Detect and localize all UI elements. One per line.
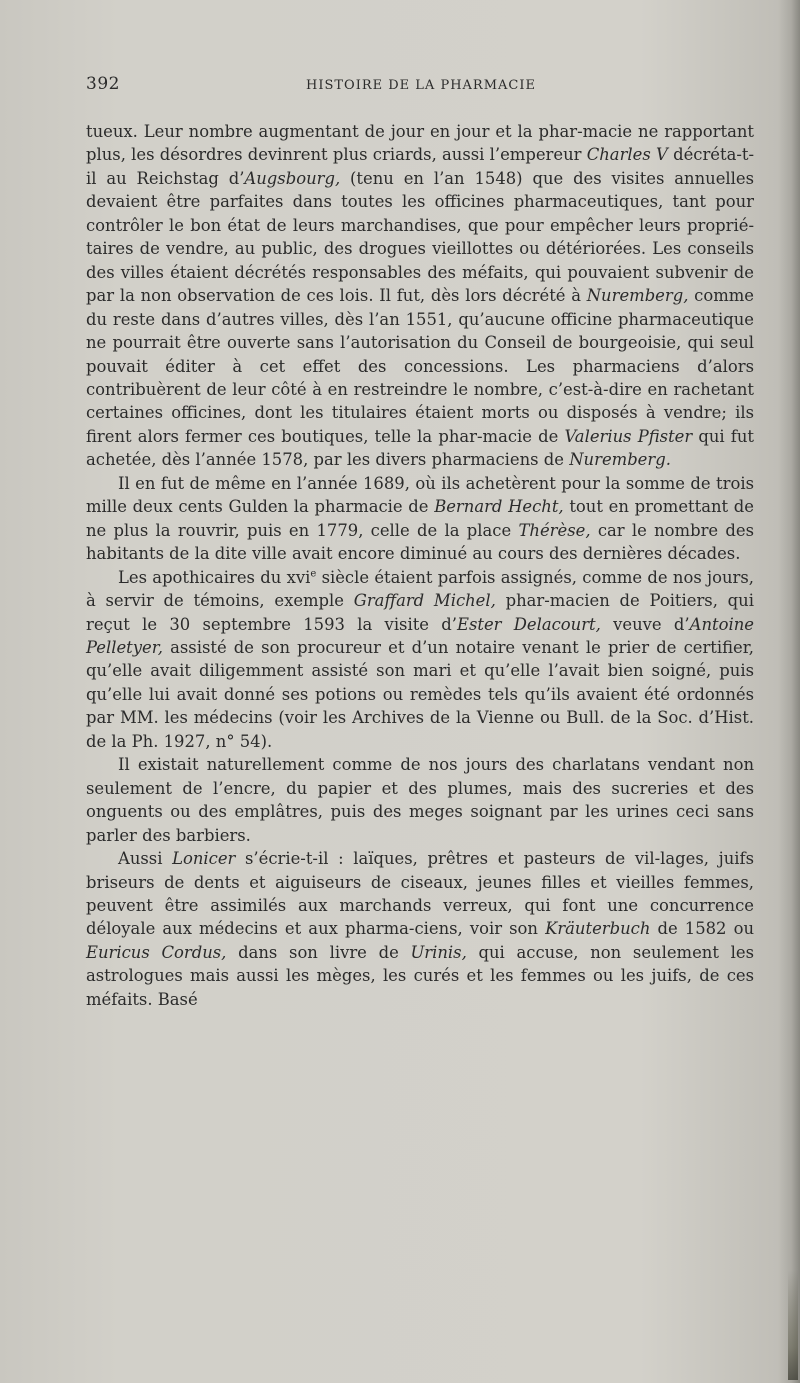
italic-name: Valerius Pfister — [564, 426, 693, 446]
text-run: Aussi — [118, 849, 173, 869]
text-run: phar-macien de Poitiers, qui reçut le 30 septembre 1593 la visite d’ — [86, 591, 754, 634]
text-run: veuve d’ — [600, 614, 690, 634]
text-run: qui fut achetée, dès l’année 1578, par les divers pharmaciens de — [86, 426, 754, 470]
text-run: Il existait naturellement comme de nos jours des charlatans vendant non seulement de l’encre, du papier et des plumes, mais des sucreries et des onguents ou des emplâtres, puis des meges soignant par les urines ceci sans parler des barbiers. — [86, 755, 754, 845]
page-corner-smudge — [788, 1270, 798, 1380]
text-run: tout en promettant de ne plus la rouvrir, puis en 1779, celle de la place — [86, 497, 754, 540]
italic-name: Charles V — [586, 145, 668, 165]
paragraph — [86, 847, 754, 1011]
text-run: s’écrie-t-il : laïques, prêtres et pasteurs de vil-lages, juifs briseurs de dents et aiguiseurs de ciseaux, jeunes filles et vieilles femmes, peuvent être assimilés aux marchands verreux, qui font une concurrence déloyale aux médecins et aux pharma-ciens, voir son — [86, 849, 754, 939]
text-run: (tenu en l’an 1548) que des visites annuelles devaient être parfaites dans toutes les officines pharmaceutiques, tant pour contrôler le bon état de leurs marchandises, que pour empêcher leurs proprié-taires de vendre, au public, des drogues vieillottes ou détériorées. Les conseils des villes étaient décrétés responsables des méfaits, qui pouvaient subvenir de par la non observation de ces lois. Il fut, dès lors décrété à — [86, 168, 754, 306]
italic-name: Thérèse, — [518, 520, 591, 540]
text-run: siècle étaient parfois assignés, comme de nos jours, à servir de témoins, exemple — [86, 567, 754, 611]
text-run: de 1582 ou — [650, 919, 754, 939]
page-header — [86, 74, 754, 98]
text-run: dans son livre de — [226, 942, 411, 962]
italic-name: Urinis, — [410, 942, 467, 962]
text-run: car le nombre des habitants de la dite ville avait encore diminué au cours des dernières décades. — [86, 520, 754, 564]
superscript: e — [310, 568, 317, 580]
paragraph — [86, 566, 754, 754]
italic-name: Ester Delacourt, — [456, 614, 601, 634]
text-run: Les apothicaires du xvi — [118, 567, 311, 587]
paragraph — [86, 753, 754, 847]
page-edge-shadow — [778, 0, 800, 1383]
text-run: qui accuse, non seulement les astrologues mais aussi les mèges, les curés et les femmes ou les juifs, de ces méfaits. Basé — [86, 942, 754, 1009]
paragraph — [86, 472, 754, 566]
text-run: comme du reste dans d’autres villes, dès l’an 1551, qu’aucune officine pharmaceutique ne pourrait être ouverte sans l’autorisation du Conseil de bourgeoisie, qui seul pouvait éditer à cet effet des concessions. Les pharmaciens d’alors contribuèrent de leur côté à en restreindre le nombre, c’est-à-dire en rachetant certaines officines, dont les titulaires étaient morts ou disposés à vendre; ils firent alors fermer ces boutiques, telle la phar-macie de — [86, 286, 755, 446]
italic-name: Nuremberg, — [586, 286, 689, 306]
italic-name: Antoine Pelletyer, — [86, 614, 754, 657]
italic-name: Augsbourg, — [244, 168, 341, 188]
italic-name: Euricus Cordus, — [86, 942, 227, 962]
italic-name: Lonicer — [172, 849, 236, 869]
text-run: décréta-t-il au Reichstag d’ — [86, 145, 755, 188]
italic-name: Kräuterbuch — [545, 919, 651, 939]
italic-name: Graffard Michel, — [353, 591, 496, 611]
text-run: Il en fut de même en l’année 1689, où ils achetèrent pour la somme de trois mille deux cents Gulden la pharmacie de — [86, 473, 754, 517]
text-run: tueux. Leur nombre augmentant de jour en jour et la phar-macie ne rapportant plus, les désordres devinrent plus criards, aussi l’empereur — [86, 122, 754, 165]
paragraph — [86, 120, 754, 472]
page-number: 392 — [86, 74, 120, 94]
running-title: HISTOIRE DE LA PHARMACIE — [306, 78, 536, 93]
italic-name: Nuremberg. — [569, 450, 671, 470]
italic-name: Bernard Hecht, — [434, 497, 564, 517]
body-text — [86, 120, 754, 1011]
text-run: assisté de son procureur et d’un notaire venant le prier de certifier, qu’elle avait diligemment assisté son mari et qu’elle l’avait bien soigné, puis qu’elle lui avait donné ses potions ou remèdes tels qu’ils avaient été ordonnés par MM. les médecins (voir les Archives de la Vienne ou Bull. de la Soc. d’Hist. de la Ph. 1927, n° 54). — [86, 637, 754, 751]
